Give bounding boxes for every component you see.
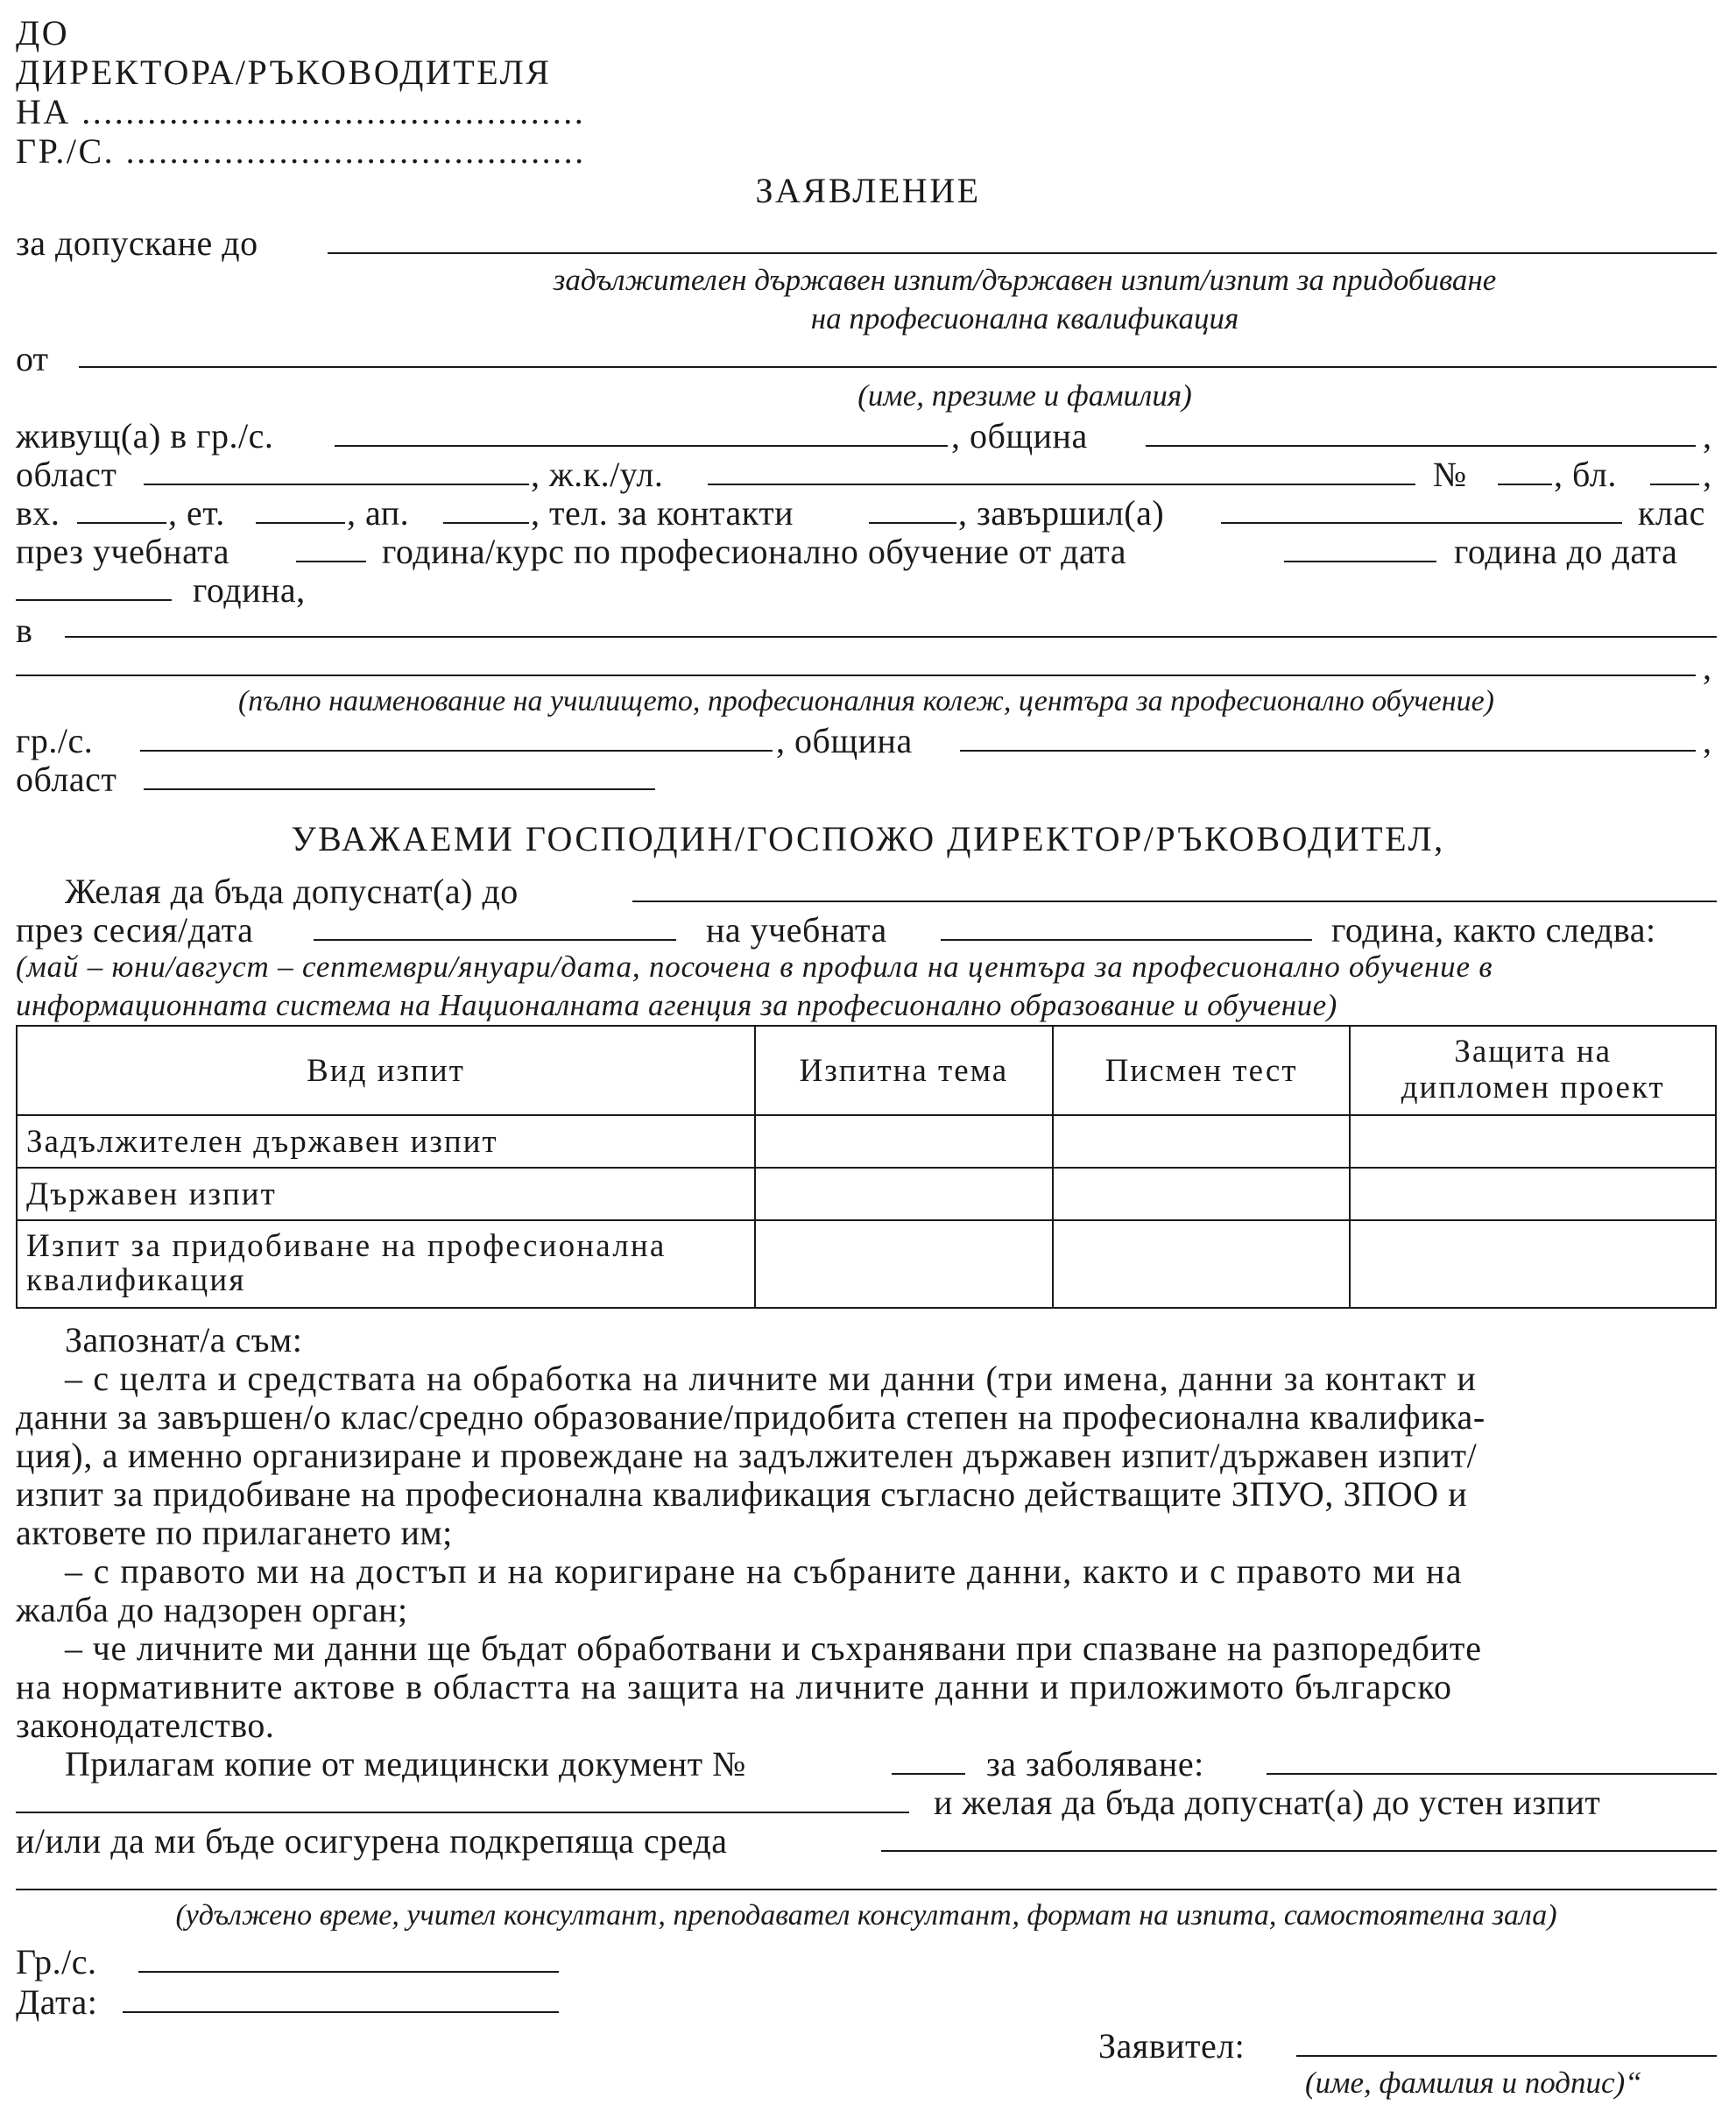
header-thesis-defense — [1350, 1026, 1716, 1115]
consent-p1-2: данни за завършен/о клас/средно образование/придобита степен на професионална квалифика- — [16, 1397, 1485, 1437]
table-row — [17, 1168, 1716, 1220]
cell-qualification-test[interactable] — [1053, 1220, 1351, 1308]
cell-mandatory-topic[interactable] — [755, 1115, 1053, 1168]
oral-exam-label: и желая да бъда допуснат(а) до устен изпит — [934, 1783, 1601, 1822]
request-school-year-field[interactable] — [941, 939, 1312, 941]
footer-date-label: Дата: — [16, 1982, 98, 2022]
graduated-label: , завършил(а) — [958, 493, 1165, 533]
phone-field[interactable] — [869, 522, 956, 524]
apartment-label: , ап. — [347, 493, 410, 533]
region-field[interactable] — [144, 484, 529, 485]
consent-p3-2: на нормативните актове в областта на защита на личните данни и приложимото българско — [16, 1667, 1453, 1706]
municipality-label: , община — [951, 416, 1088, 456]
consent-intro: Запознат/а съм: — [65, 1320, 303, 1360]
floor-label: , ет. — [168, 493, 225, 533]
footer-date-field[interactable] — [123, 2011, 559, 2013]
support-field[interactable] — [881, 1850, 1717, 1852]
course-until-date-field[interactable] — [16, 599, 172, 601]
consent-p3-3: законодателство. — [16, 1706, 275, 1745]
name-hint: (име, презиме и фамилия) — [857, 378, 1192, 413]
consent-p1-3: ция), а именно организиране и провеждане на задължителен държавен изпит/държавен изпит/ — [16, 1436, 1478, 1475]
municipality-field[interactable] — [1146, 445, 1696, 447]
cell-qualification-defense[interactable] — [1350, 1220, 1716, 1308]
region2-label: област — [16, 759, 117, 799]
row-label-state-exam: Държавен изпит — [17, 1168, 755, 1220]
from-label: от — [16, 339, 48, 378]
consent-p1-1: – с целта и средствата на обработка на личните ми данни (три имена, данни за контакт и — [65, 1359, 1477, 1398]
illness-label: за заболяване: — [986, 1744, 1204, 1784]
support-hint: (удължено време, учител консултант, преподавател консултант, формат на изпита, самостоятелна зала) — [175, 1899, 1557, 1932]
floor-field[interactable] — [256, 522, 345, 524]
school-region-field[interactable] — [144, 788, 655, 790]
block-field[interactable] — [1650, 484, 1699, 485]
consent-p3-1: – че личните ми данни ще бъдат обработвани и съхранявани при спазване на разпоредбите — [65, 1628, 1482, 1668]
school-year-label: през учебната — [16, 532, 230, 571]
comma-1: , — [1703, 416, 1711, 456]
comma-4: , — [1703, 721, 1711, 760]
header-thesis-defense-1: Защита на — [1454, 1034, 1613, 1070]
consent-p1-4: изпит за придобиване на професионална квалификация съгласно действащите ЗПУО, ЗПОО и — [16, 1474, 1468, 1514]
applicant-label: Заявител: — [1098, 2026, 1246, 2066]
school-municipality-field[interactable] — [960, 750, 1696, 752]
course-from-date-field[interactable] — [1284, 561, 1436, 562]
street-label: , ж.к./ул. — [531, 455, 664, 494]
cell-state-test[interactable] — [1053, 1168, 1351, 1220]
apartment-field[interactable] — [443, 522, 529, 524]
support-label: и/или да ми бъде осигурена подкрепяща среда — [16, 1821, 728, 1861]
header-exam-topic: Изпитна тема — [755, 1026, 1053, 1115]
school-city-field[interactable] — [140, 750, 773, 752]
request-school-year-label: на учебната — [706, 910, 887, 950]
wish-label: Желая да бъда допуснат(а) до — [65, 872, 519, 911]
row-label-mandatory-exam: Задължителен държавен изпит — [17, 1115, 755, 1168]
addressee-line-3: НА .............................................. — [16, 92, 586, 131]
footer-city-field[interactable] — [138, 1971, 559, 1973]
living-label: живущ(а) в гр./с. — [16, 416, 274, 456]
document-title: ЗАЯВЛЕНИЕ — [755, 171, 981, 210]
addressee-line-2: ДИРЕКТОРА/РЪКОВОДИТЕЛЯ — [16, 53, 552, 92]
cell-mandatory-defense[interactable] — [1350, 1115, 1716, 1168]
support-field-2[interactable] — [16, 1889, 1717, 1890]
number-label: № — [1433, 455, 1467, 494]
header-thesis-defense-2: дипломен проект — [1401, 1070, 1665, 1105]
admission-label: за допускане до — [16, 223, 258, 263]
city-label: гр./с. — [16, 721, 94, 760]
living-city-field[interactable] — [335, 445, 948, 447]
school-name-field-1[interactable] — [65, 636, 1717, 638]
block-label: , бл. — [1554, 455, 1617, 494]
session-label: през сесия/дата — [16, 910, 254, 950]
municipality2-label: , община — [776, 721, 913, 760]
table-header-row — [17, 1026, 1716, 1115]
medical-doc-number-field[interactable] — [892, 1773, 965, 1775]
course-label: година/курс по професионално обучение от дата — [382, 532, 1126, 571]
consent-p1-5: актовете по прилагането им; — [16, 1513, 453, 1552]
applicant-signature-field[interactable] — [1296, 2055, 1717, 2057]
comma-3: , — [1703, 647, 1711, 687]
comma-2: , — [1703, 455, 1711, 494]
header-written-test: Писмен тест — [1053, 1026, 1351, 1115]
cell-mandatory-test[interactable] — [1053, 1115, 1351, 1168]
illness-field-2[interactable] — [16, 1812, 909, 1813]
consent-p2-2: жалба до надзорен орган; — [16, 1590, 408, 1629]
entrance-label: вх. — [16, 493, 60, 533]
school-year-field[interactable] — [296, 561, 366, 562]
until-label: година до дата — [1454, 532, 1678, 571]
session-hint-2: информационната система на Националната агенция за професионално образование и обучение) — [16, 988, 1337, 1022]
admission-hint-1: задължителен държавен изпит/държавен изпит/изпит за придобиване — [553, 263, 1497, 297]
school-name-field-2[interactable] — [16, 675, 1696, 676]
cell-qualification-topic[interactable] — [755, 1220, 1053, 1308]
table-row — [17, 1115, 1716, 1168]
year-label: година, — [193, 570, 306, 610]
session-field[interactable] — [314, 939, 676, 941]
cell-state-topic[interactable] — [755, 1168, 1053, 1220]
consent-p2-1: – с правото ми на достъп и на коригиране на събраните данни, както и с правото ми на — [65, 1551, 1463, 1591]
wish-exam-field[interactable] — [632, 901, 1717, 902]
as-follows-label: година, както следва: — [1331, 910, 1656, 950]
class-label: клас — [1638, 493, 1705, 533]
salutation: УВАЖАЕМИ ГОСПОДИН/ГОСПОЖО ДИРЕКТОР/РЪКОВОДИТЕЛ, — [291, 819, 1445, 858]
row-label-qualification-2: квалификация — [26, 1262, 246, 1298]
footer-city-label: Гр./с. — [16, 1942, 97, 1981]
session-hint-1: (май – юни/август – септември/януари/дата, посочена в профила на центъра за професионално обучение в — [16, 950, 1493, 984]
cell-state-defense[interactable] — [1350, 1168, 1716, 1220]
entrance-field[interactable] — [77, 522, 166, 524]
exam-table — [16, 1025, 1717, 1309]
admission-field[interactable] — [328, 252, 1717, 254]
phone-label: , тел. за контакти — [531, 493, 794, 533]
table-row — [17, 1220, 1716, 1308]
in-label: в — [16, 611, 32, 650]
signature-hint: (име, фамилия и подпис)“ — [1305, 2066, 1642, 2100]
applicant-name-field[interactable] — [79, 366, 1717, 368]
graduated-field[interactable] — [1221, 522, 1622, 524]
illness-field[interactable] — [1267, 1773, 1717, 1775]
school-hint: (пълно наименование на училището, професионалния колеж, центъра за професионално обучение) — [237, 685, 1494, 717]
admission-hint-2: на професионална квалификация — [810, 301, 1239, 336]
addressee-line-1: ДО — [16, 13, 70, 53]
row-label-qualification-exam — [17, 1220, 755, 1308]
attach-label: Прилагам копие от медицински документ № — [65, 1744, 746, 1784]
street-field[interactable] — [708, 484, 1415, 485]
number-field[interactable] — [1498, 484, 1552, 485]
row-label-qualification-1: Изпит за придобиване на професионална — [26, 1228, 667, 1265]
addressee-line-4: ГР./С. .......................................... — [16, 131, 586, 171]
header-exam-type: Вид изпит — [17, 1026, 755, 1115]
region-label: област — [16, 455, 117, 494]
